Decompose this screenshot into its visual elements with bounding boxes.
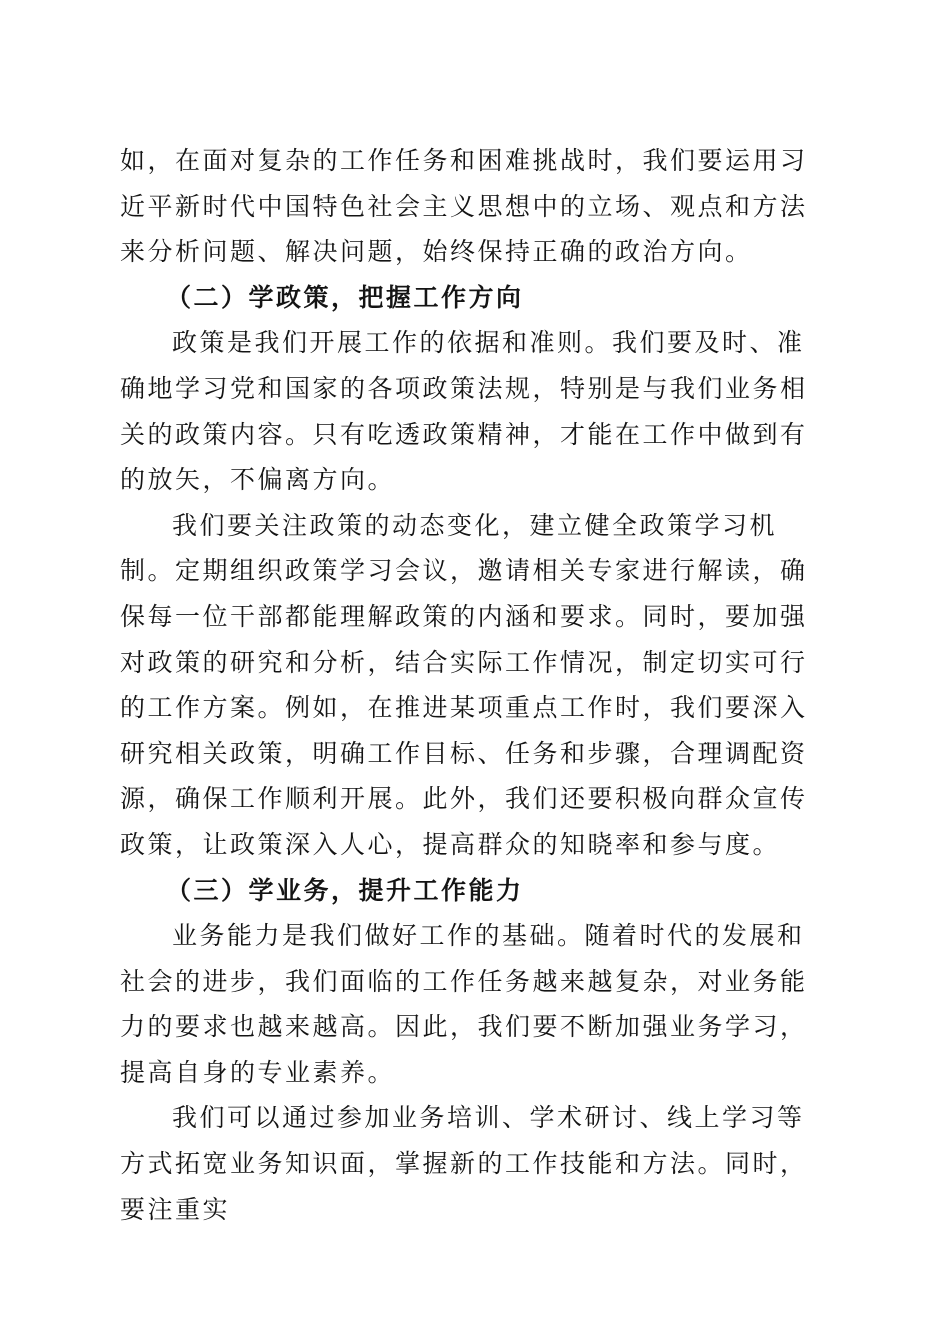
- paragraph-policy-basis: 政策是我们开展工作的依据和准则。我们要及时、准确地学习党和国家的各项政策法规，特别是与我们业务相关的政策内容。只有吃透政策精神，才能在工作中做到有的放矢，不偏离方向。: [120, 328, 808, 495]
- section-heading-policy: （二）学政策，把握工作方向: [166, 282, 524, 312]
- paragraph-continuation: 如，在面对复杂的工作任务和困难挑战时，我们要运用习近平新时代中国特色社会主义思想中的立场、观点和方法来分析问题、解决问题，始终保持正确的政治方向。: [120, 146, 808, 267]
- paragraph-policy-mechanism: 我们要关注政策的动态变化，建立健全政策学习机制。定期组织政策学习会议，邀请相关专家进行解读，确保每一位干部都能理解政策的内涵和要求。同时，要加强对政策的研究和分析，结合实际工作情况，制定切实可行的工作方案。例如，在推进某项重点工作时，我们要深入研究相关政策，明确工作目标、任务和步骤，合理调配资源，确保工作顺利开展。此外，我们还要积极向群众宣传政策，让政策深入人心，提高群众的知晓率和参与度。: [120, 510, 808, 859]
- document-body: [120, 138, 830, 1232]
- section-heading-business: （三）学业务，提升工作能力: [166, 875, 524, 905]
- paragraph-business-ability: 业务能力是我们做好工作的基础。随着时代的发展和社会的进步，我们面临的工作任务越来越复杂，对业务能力的要求也越来越高。因此，我们要不断加强业务学习，提高自身的专业素养。: [120, 921, 808, 1087]
- paragraph-business-training: 我们可以通过参加业务培训、学术研讨、线上学习等方式拓宽业务知识面，掌握新的工作技能和方法。同时，要注重实: [120, 1103, 808, 1224]
